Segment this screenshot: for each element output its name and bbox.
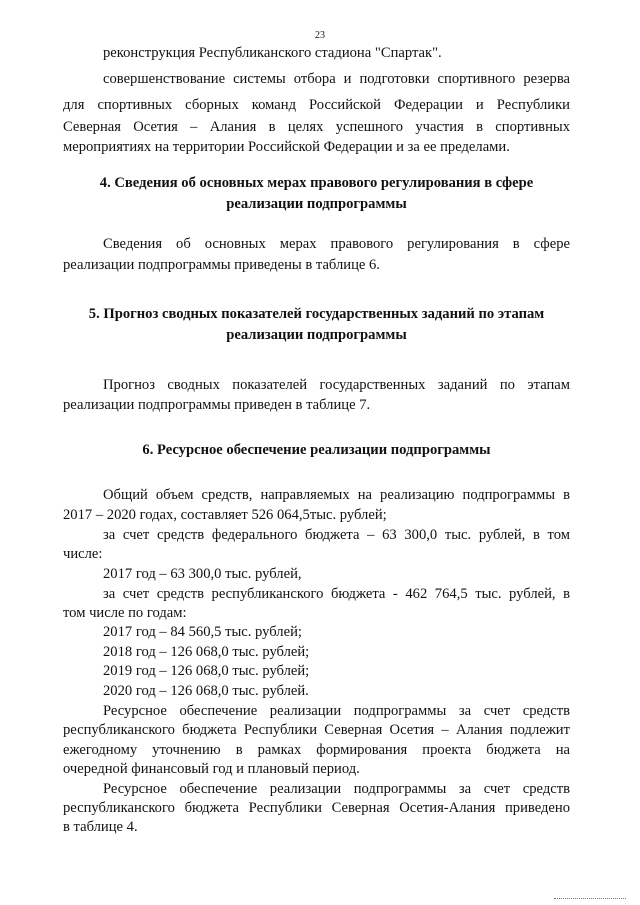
intro-line-4: Северная Осетия – Алания в целях успешного участия в спортивных [63, 119, 570, 135]
section4-text-line1: Сведения об основных мерах правового регулирования в сфере [103, 236, 570, 252]
intro-line-2: совершенствование системы отбора и подготовки спортивного резерва [103, 71, 570, 87]
section6-line-6: за счет средств республиканского бюджета - 462 764,5 тыс. рублей, в [103, 586, 570, 602]
section6-line-16: Ресурсное обеспечение реализации подпрограммы за счет средств [103, 781, 570, 797]
section6-heading: 6. Ресурсное обеспечение реализации подпрограммы [142, 442, 491, 458]
section6-line-4: числе: [63, 546, 103, 562]
section6-line-2: 2017 – 2020 годах, составляет 526 064,5тыс. рублей; [63, 507, 387, 523]
section6-line-10: 2019 год – 126 068,0 тыс. рублей; [103, 663, 310, 679]
section6-line-13: республиканского бюджета Республики Северная Осетия – Алания подлежит [63, 722, 570, 738]
section6-line-12: Ресурсное обеспечение реализации подпрограммы за счет средств [103, 703, 570, 719]
page-number: 23 [315, 30, 325, 41]
section6-line-1: Общий объем средств, направляемых на реализацию подпрограммы в [103, 487, 570, 503]
section6-line-17: республиканского бюджета Республики Северная Осетия-Алания приведено [63, 800, 570, 816]
intro-line-1: реконструкция Республиканского стадиона "Спартак". [103, 45, 442, 61]
section4-heading-line1: 4. Сведения об основных мерах правового регулирования в сфере [99, 175, 534, 191]
section6-line-7: том числе по годам: [63, 605, 187, 621]
section6-line-3: за счет средств федерального бюджета – 63 300,0 тыс. рублей, в том [103, 527, 570, 543]
section5-heading-line1: 5. Прогноз сводных показателей государственных заданий по этапам [88, 306, 545, 322]
section5-text-line1: Прогноз сводных показателей государственных заданий по этапам [103, 377, 570, 393]
section6-line-15: очередной финансовый год и плановый период. [63, 761, 360, 777]
intro-line-3: для спортивных сборных команд Российской Федерации и Республики [63, 97, 570, 113]
intro-line-5: мероприятиях на территории Российской Федерации и за ее пределами. [63, 139, 510, 155]
section4-heading-line2: реализации подпрограммы [226, 196, 407, 212]
section5-heading-line2: реализации подпрограммы [226, 327, 407, 343]
section6-line-11: 2020 год – 126 068,0 тыс. рублей. [103, 683, 309, 699]
section5-text-line2: реализации подпрограммы приведен в таблице 7. [63, 397, 371, 413]
section6-line-18: в таблице 4. [63, 819, 138, 835]
section6-line-9: 2018 год – 126 068,0 тыс. рублей; [103, 644, 310, 660]
section6-line-14: ежегодному уточнению в рамках формирования проекта бюджета на [63, 742, 570, 758]
section6-line-5: 2017 год – 63 300,0 тыс. рублей, [103, 566, 302, 582]
section4-text-line2: реализации подпрограммы приведены в таблице 6. [63, 257, 380, 273]
section6-line-8: 2017 год – 84 560,5 тыс. рублей; [103, 624, 302, 640]
footer-divider [554, 898, 626, 899]
